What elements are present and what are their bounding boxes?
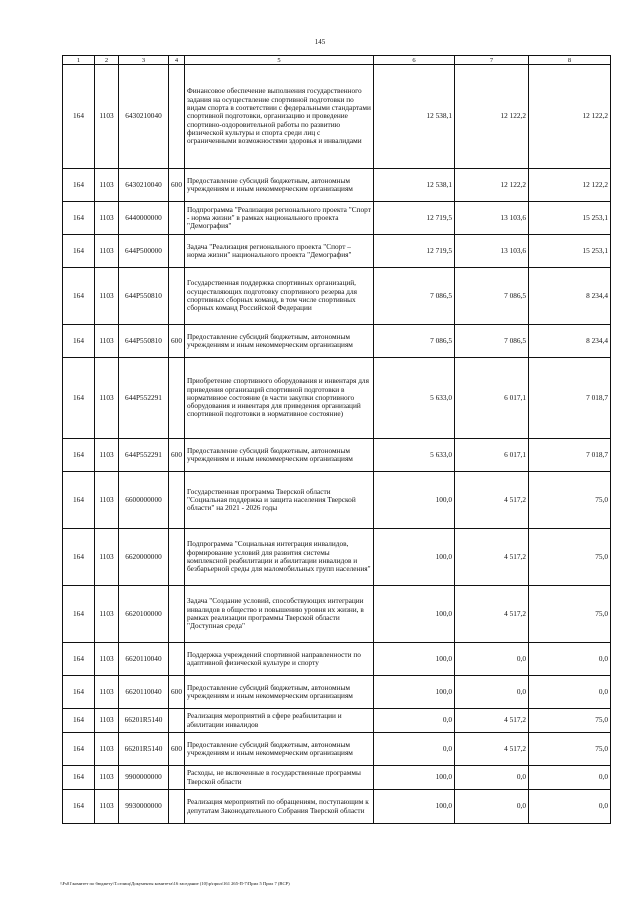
cell-amount-col8: 0,0 (529, 790, 611, 824)
cell-description: Предоставление субсидий бюджетным, автономным учреждениям и иным некоммерческим организациям (185, 439, 374, 472)
cell-target-article: 6430210040 (119, 169, 169, 202)
cell-expense-type: 600 (169, 733, 185, 766)
cell-chapter: 164 (63, 169, 95, 202)
cell-target-article: 6620000000 (119, 529, 169, 586)
cell-amount-col6: 100,0 (374, 766, 455, 790)
cell-amount-col7: 7 086,5 (455, 268, 529, 325)
table-header (63, 56, 611, 65)
table-row (63, 529, 611, 586)
cell-description: Приобретение спортивного оборудования и инвентаря для приведения организаций спортивной подготовки в нормативное состояние (в части закупки спортивного оборудования и инвентаря для приведения организаций спортивной подготовки в нормативное состояние) (185, 358, 374, 439)
cell-section: 1103 (95, 169, 119, 202)
table-body (63, 65, 611, 824)
cell-expense-type: 600 (169, 439, 185, 472)
cell-description: Подпрограмма "Социальная интеграция инвалидов, формирование условий для развития системы комплексной реабилитации и абилитации инвалидов и безбарьерной среды для маломобильных групп населения" (185, 529, 374, 586)
cell-amount-col6: 12 538,1 (374, 169, 455, 202)
cell-description: Поддержка учреждений спортивной направленности по адаптивной физической культуре и спорту (185, 643, 374, 676)
cell-expense-type (169, 268, 185, 325)
budget-table (62, 55, 611, 824)
cell-amount-col6: 7 086,5 (374, 325, 455, 358)
cell-expense-type: 600 (169, 325, 185, 358)
cell-description: Задача "Реализация регионального проекта "Спорт – норма жизни" национального проекта "Демография" (185, 235, 374, 268)
cell-target-article: 9900000000 (119, 766, 169, 790)
cell-chapter: 164 (63, 790, 95, 824)
cell-amount-col8: 15 253,1 (529, 235, 611, 268)
cell-target-article: 6620110040 (119, 643, 169, 676)
cell-target-article: 6430210040 (119, 65, 169, 169)
file-path-footer: \\Fs01\комитет по бюджету\Т.селищ\Документы комитета\16 заседание (10)\р\прил\161 265-П-7\Прил 5 Прил 7 (ВСР) (60, 881, 290, 886)
cell-amount-col8: 0,0 (529, 643, 611, 676)
cell-amount-col7: 0,0 (455, 676, 529, 709)
cell-amount-col6: 100,0 (374, 472, 455, 529)
cell-expense-type (169, 643, 185, 676)
cell-section: 1103 (95, 325, 119, 358)
cell-chapter: 164 (63, 643, 95, 676)
cell-expense-type (169, 202, 185, 235)
cell-section: 1103 (95, 358, 119, 439)
cell-target-article: 6620100000 (119, 586, 169, 643)
cell-expense-type (169, 472, 185, 529)
cell-target-article: 644P550810 (119, 268, 169, 325)
cell-description: Задача "Создание условий, способствующих интеграции инвалидов в общество и повышению уровня их жизни, в рамках реализации программы Тверской области "Доступная среда" (185, 586, 374, 643)
cell-section: 1103 (95, 65, 119, 169)
table-row (63, 358, 611, 439)
cell-description: Государственная программа Тверской области "Социальная поддержка и защита населения Тверской области" на 2021 - 2026 годы (185, 472, 374, 529)
cell-section: 1103 (95, 709, 119, 733)
header-col-5: 5 (185, 56, 374, 65)
cell-target-article: 644P500000 (119, 235, 169, 268)
cell-amount-col7: 6 017,1 (455, 358, 529, 439)
cell-amount-col6: 100,0 (374, 586, 455, 643)
cell-amount-col7: 12 122,2 (455, 65, 529, 169)
cell-chapter: 164 (63, 472, 95, 529)
cell-target-article: 6620110040 (119, 676, 169, 709)
cell-expense-type (169, 65, 185, 169)
cell-chapter: 164 (63, 586, 95, 643)
cell-amount-col7: 4 517,2 (455, 472, 529, 529)
table-row (63, 325, 611, 358)
cell-amount-col6: 100,0 (374, 643, 455, 676)
cell-target-article: 644P550810 (119, 325, 169, 358)
cell-target-article: 644P552291 (119, 439, 169, 472)
page-number: 145 (314, 38, 326, 46)
cell-section: 1103 (95, 733, 119, 766)
cell-amount-col7: 4 517,2 (455, 709, 529, 733)
cell-amount-col8: 75,0 (529, 733, 611, 766)
cell-chapter: 164 (63, 766, 95, 790)
cell-amount-col7: 4 517,2 (455, 529, 529, 586)
cell-amount-col6: 7 086,5 (374, 268, 455, 325)
cell-amount-col7: 13 103,6 (455, 202, 529, 235)
cell-target-article: 66201R5140 (119, 733, 169, 766)
table-row (63, 766, 611, 790)
cell-section: 1103 (95, 643, 119, 676)
header-col-8: 8 (529, 56, 611, 65)
cell-target-article: 9930000000 (119, 790, 169, 824)
cell-amount-col6: 12 538,1 (374, 65, 455, 169)
table-row (63, 643, 611, 676)
cell-target-article: 6600000000 (119, 472, 169, 529)
cell-chapter: 164 (63, 235, 95, 268)
table-row (63, 586, 611, 643)
cell-description: Предоставление субсидий бюджетным, автономным учреждениям и иным некоммерческим организациям (185, 169, 374, 202)
cell-amount-col7: 4 517,2 (455, 733, 529, 766)
cell-amount-col6: 100,0 (374, 529, 455, 586)
cell-chapter: 164 (63, 709, 95, 733)
cell-amount-col8: 7 018,7 (529, 439, 611, 472)
cell-expense-type (169, 766, 185, 790)
cell-amount-col8: 12 122,2 (529, 65, 611, 169)
cell-section: 1103 (95, 790, 119, 824)
table-row (63, 202, 611, 235)
cell-amount-col8: 12 122,2 (529, 169, 611, 202)
cell-chapter: 164 (63, 529, 95, 586)
cell-section: 1103 (95, 676, 119, 709)
cell-section: 1103 (95, 202, 119, 235)
cell-description: Подпрограмма "Реализация регионального проекта "Спорт - норма жизни" в рамках национального проекта "Демография" (185, 202, 374, 235)
cell-section: 1103 (95, 439, 119, 472)
cell-target-article: 6440000000 (119, 202, 169, 235)
cell-target-article: 644P552291 (119, 358, 169, 439)
cell-target-article: 66201R5140 (119, 709, 169, 733)
header-col-1: 1 (63, 56, 95, 65)
cell-expense-type: 600 (169, 169, 185, 202)
cell-amount-col6: 0,0 (374, 709, 455, 733)
cell-amount-col8: 0,0 (529, 676, 611, 709)
table-row (63, 235, 611, 268)
cell-section: 1103 (95, 529, 119, 586)
cell-amount-col7: 7 086,5 (455, 325, 529, 358)
cell-description: Государственная поддержка спортивных организаций, осуществляющих подготовку спортивного резерва для спортивных сборных команд, в том числе спортивных сборных команд Российской Федерации (185, 268, 374, 325)
cell-amount-col8: 15 253,1 (529, 202, 611, 235)
cell-expense-type: 600 (169, 676, 185, 709)
cell-amount-col7: 6 017,1 (455, 439, 529, 472)
cell-expense-type (169, 358, 185, 439)
cell-expense-type (169, 709, 185, 733)
cell-description: Предоставление субсидий бюджетным, автономным учреждениям и иным некоммерческим организациям (185, 676, 374, 709)
cell-chapter: 164 (63, 358, 95, 439)
table-row (63, 169, 611, 202)
table-row (63, 268, 611, 325)
table-row (63, 439, 611, 472)
header-col-2: 2 (95, 56, 119, 65)
table-row (63, 472, 611, 529)
cell-amount-col6: 0,0 (374, 733, 455, 766)
cell-amount-col7: 0,0 (455, 643, 529, 676)
cell-chapter: 164 (63, 268, 95, 325)
cell-chapter: 164 (63, 65, 95, 169)
table-row (63, 790, 611, 824)
cell-description: Реализация мероприятий в сфере реабилитации и абилитации инвалидов (185, 709, 374, 733)
cell-section: 1103 (95, 586, 119, 643)
cell-description: Расходы, не включенные в государственные программы Тверской области (185, 766, 374, 790)
cell-section: 1103 (95, 235, 119, 268)
cell-section: 1103 (95, 472, 119, 529)
cell-amount-col7: 13 103,6 (455, 235, 529, 268)
cell-amount-col8: 7 018,7 (529, 358, 611, 439)
cell-chapter: 164 (63, 439, 95, 472)
cell-expense-type (169, 235, 185, 268)
cell-amount-col7: 0,0 (455, 766, 529, 790)
cell-amount-col8: 75,0 (529, 472, 611, 529)
cell-amount-col7: 4 517,2 (455, 586, 529, 643)
cell-expense-type (169, 529, 185, 586)
cell-description: Реализация мероприятий по обращениям, поступающим к депутатам Законодательного Собрания Тверской области (185, 790, 374, 824)
cell-amount-col6: 5 633,0 (374, 358, 455, 439)
cell-section: 1103 (95, 268, 119, 325)
header-col-3: 3 (119, 56, 169, 65)
cell-amount-col8: 8 234,4 (529, 325, 611, 358)
header-col-4: 4 (169, 56, 185, 65)
cell-amount-col7: 0,0 (455, 790, 529, 824)
cell-expense-type (169, 790, 185, 824)
cell-chapter: 164 (63, 202, 95, 235)
cell-amount-col6: 100,0 (374, 676, 455, 709)
cell-amount-col6: 12 719,5 (374, 202, 455, 235)
cell-chapter: 164 (63, 325, 95, 358)
cell-amount-col6: 12 719,5 (374, 235, 455, 268)
cell-description: Предоставление субсидий бюджетным, автономным учреждениям и иным некоммерческим организациям (185, 325, 374, 358)
cell-amount-col8: 0,0 (529, 766, 611, 790)
table-row (63, 709, 611, 733)
header-col-6: 6 (374, 56, 455, 65)
header-row (63, 56, 611, 65)
header-col-7: 7 (455, 56, 529, 65)
cell-expense-type (169, 586, 185, 643)
cell-amount-col8: 75,0 (529, 709, 611, 733)
cell-chapter: 164 (63, 676, 95, 709)
cell-amount-col6: 5 633,0 (374, 439, 455, 472)
cell-description: Предоставление субсидий бюджетным, автономным учреждениям и иным некоммерческим организациям (185, 733, 374, 766)
cell-section: 1103 (95, 766, 119, 790)
cell-amount-col7: 12 122,2 (455, 169, 529, 202)
cell-amount-col8: 75,0 (529, 529, 611, 586)
cell-amount-col8: 8 234,4 (529, 268, 611, 325)
table-row (63, 65, 611, 169)
cell-amount-col6: 100,0 (374, 790, 455, 824)
cell-amount-col8: 75,0 (529, 586, 611, 643)
cell-chapter: 164 (63, 733, 95, 766)
table-row (63, 676, 611, 709)
cell-description: Финансовое обеспечение выполнения государственного задания на осуществление спортивной подготовки по видам спорта в соответствии с федеральными стандартами спортивной подготовки, организацию и проведение спортивно-оздоровительной работы по развитию физической культуры и спорта среди лиц с ограниченными возможностями здоровья и инвалидами (185, 65, 374, 169)
table-row (63, 733, 611, 766)
